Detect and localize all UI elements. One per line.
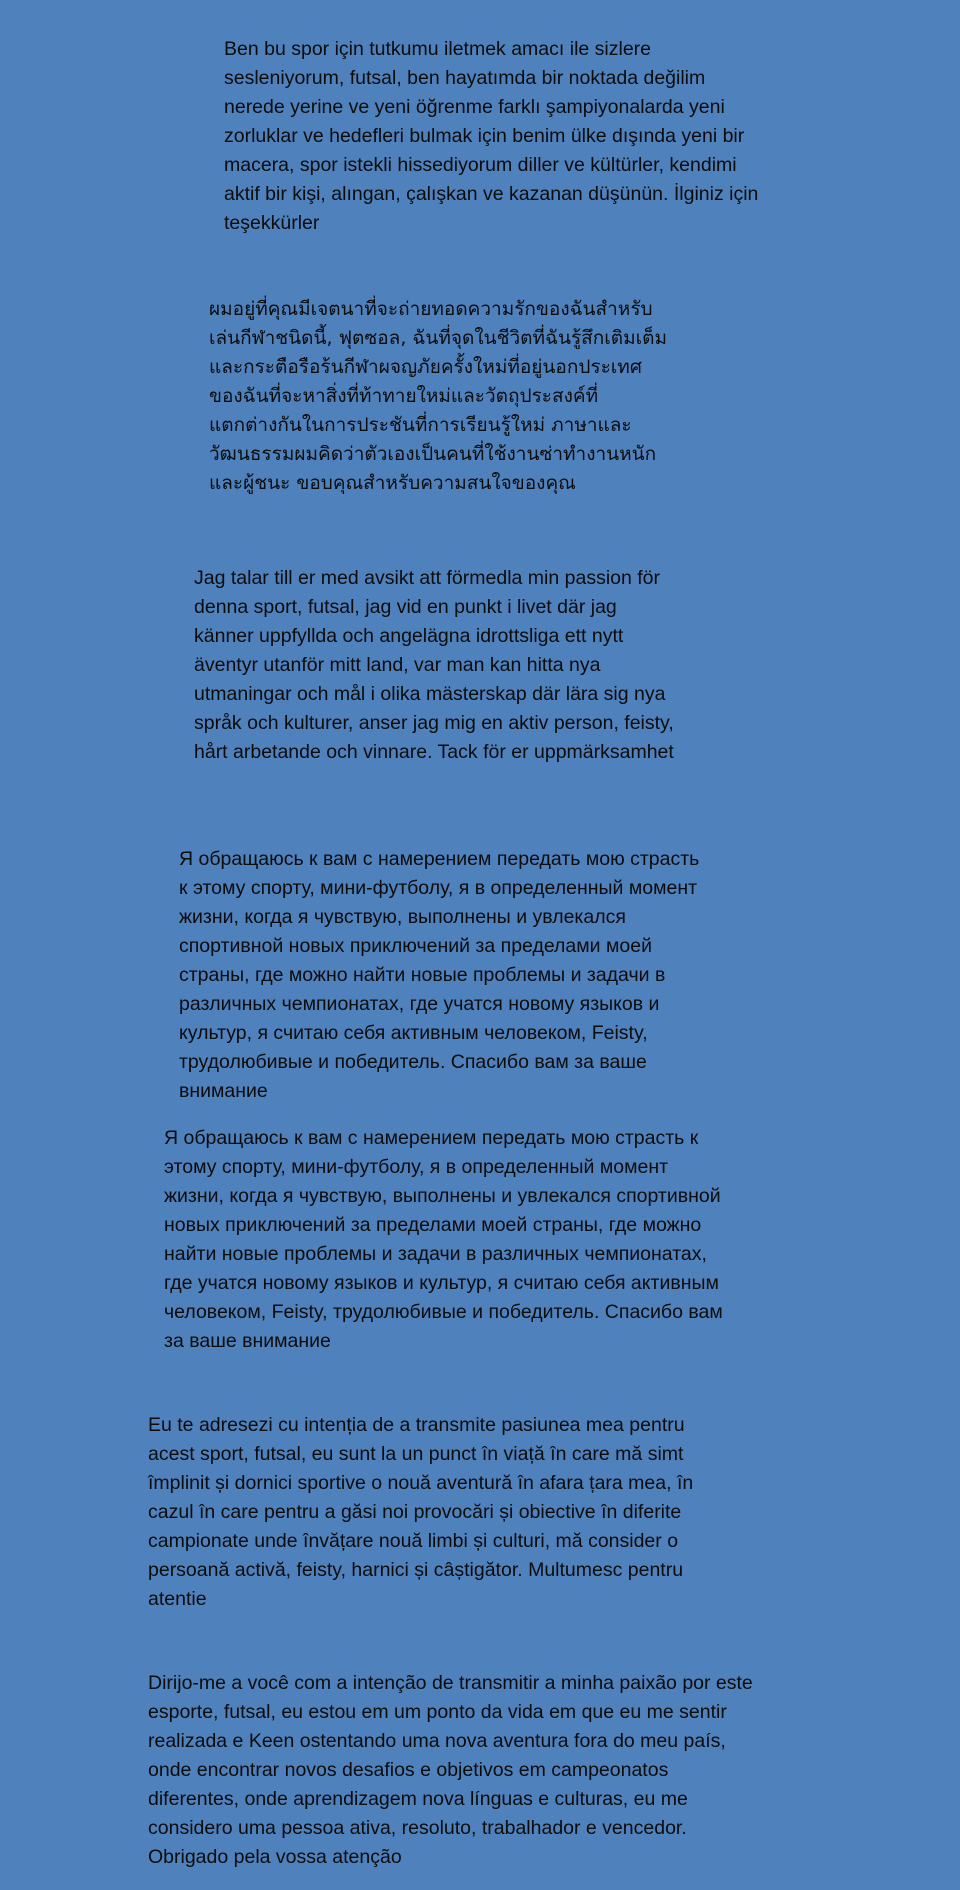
paragraph-russian-2: Я обращаюсь к вам с намерением передать мою страсть к этому спорту, мини-футболу, я в определенный момент жизни, когда я чувствую, выполнены и увлекался спортивной новых приключений за пределами моей страны, где можно найти новые проблемы и задачи в различных чемпионатах, где учатся новому языков и культур, я считаю себя активным человеком, Feisty, трудолюбивые и победитель. Спасибо вам за ваше внимание	[164, 1127, 723, 1352]
paragraph-portuguese: Dirijo-me a você com a intenção de transmitir a minha paixão por este esporte, futsal, eu estou em um ponto da vida em que eu me sentir realizada e Keen ostentando uma nova aventura fora do meu país, onde encontrar novos desafios e objetivos em campeonatos diferentes, onde aprendizagem nova línguas e culturas, eu me considero uma pessoa ativa, resoluto, trabalhador e vencedor. Obrigado pela vossa atenção	[148, 1672, 753, 1868]
paragraph-thai: ผมอยู่ที่คุณมีเจตนาที่จะถ่ายทอดความรักของฉันสำหรับ เล่นกีฬาชนิดนี้, ฟุตซอล, ฉันที่จุดในชีวิตที่ฉันรู้สึกเติมเต็ม และกระตือรือร้นกีฬาผจญภัยครั้งใหม่ที่อยู่นอกประเทศ ของฉันที่จะหาสิ่งที่ท้าทายใหม่และวัตถุประสงค์ที่ แตกต่างกันในการประชันที่การเรียนรู้ใหม่ ภาษาและ วัฒนธรรมผมคิดว่าตัวเองเป็นคนที่ใช้งานซ่าทำงานหนัก และผู้ชนะ ขอบคุณสำหรับความสนใจของคุณ	[209, 298, 667, 494]
paragraph-romanian: Eu te adresezi cu intenția de a transmite pasiunea mea pentru acest sport, futsal, eu sunt la un punct în viață în care mă simt împlinit și dornici sportive o nouă aventură în afara țara mea, în cazul în care pentru a găsi noi provocări și obiective în diferite campionate unde învățare nouă limbi și culturi, mă consider o persoană activă, feisty, harnici și câștigător. Multumesc pentru atentie	[148, 1414, 694, 1610]
paragraph-swedish: Jag talar till er med avsikt att förmedla min passion för denna sport, futsal, jag vid en punkt i livet där jag känner uppfyllda och angelägna idrottsliga ett nytt äventyr utanför mitt land, var man kan hitta nya utmaningar och mål i olika mästerskap där lära sig nya språk och kulturer, anser jag mig en aktiv person, feisty, hårt arbetande och vinnare. Tack för er uppmärksamhet	[194, 567, 674, 763]
paragraph-russian-1: Я обращаюсь к вам с намерением передать мою страсть к этому спорту, мини-футболу, я в определенный момент жизни, когда я чувствую, выполнены и увлекался спортивной новых приключений за пределами моей страны, где можно найти новые проблемы и задачи в различных чемпионатах, где учатся новому языков и культур, я считаю себя активным человеком, Feisty, трудолюбивые и победитель. Спасибо вам за ваше внимание	[179, 848, 700, 1102]
paragraph-turkish: Ben bu spor için tutkumu iletmek amacı ile sizlere sesleniyorum, futsal, ben hayatımda bir noktada değilim nerede yerine ve yeni öğrenme farklı şampiyonalarda yeni zorluklar ve hedefleri bulmak için benim ülke dışında yeni bir macera, spor istekli hissediyorum diller ve kültürler, kendimi aktif bir kişi, alıngan, çalışkan ve kazanan düşünün. İlginiz için teşekkürler	[224, 38, 759, 234]
